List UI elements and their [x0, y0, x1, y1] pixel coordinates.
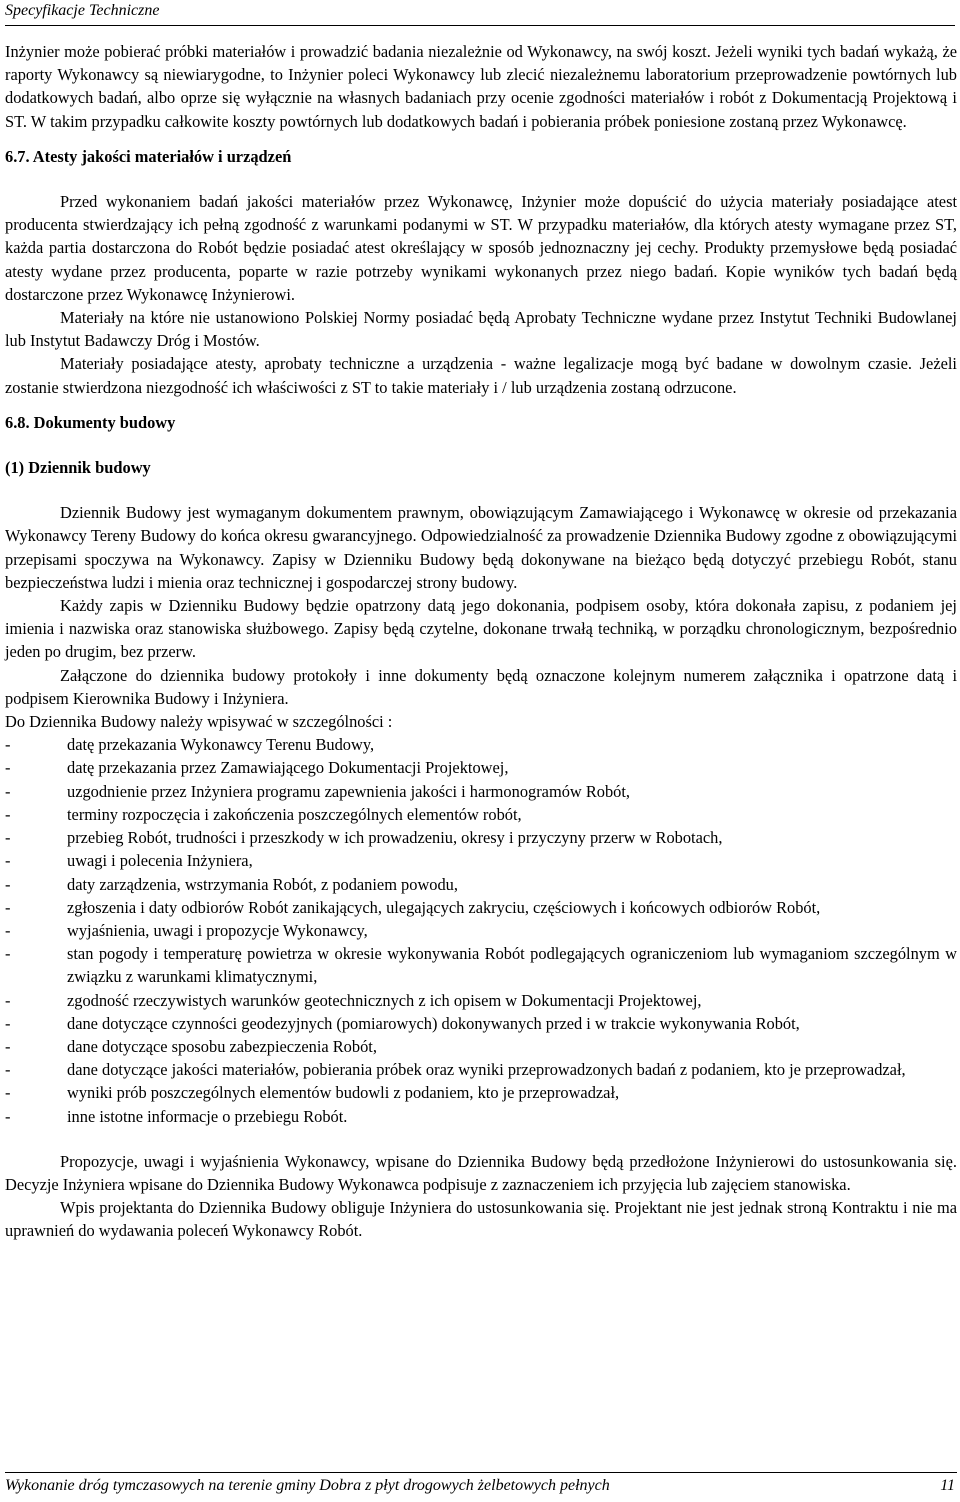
list-dash: -	[5, 1060, 11, 1080]
list-item	[5, 1035, 957, 1058]
list-item-text: uzgodnienie przez Inżyniera programu zapewnienia jakości i harmonogramów Robót,	[67, 781, 630, 801]
paragraph: Materiały na które nie ustanowiono Polskiej Normy posiadać będą Aprobaty Techniczne wydane przez Instytut Techniki Budowlanej lub Instytut Badawczy Dróg i Mostów.	[5, 308, 957, 351]
list-item	[5, 849, 957, 872]
list-item-text: daty zarządzenia, wstrzymania Robót, z podaniem powodu,	[67, 874, 458, 894]
list-item-text: terminy rozpoczęcia i zakończenia poszczególnych elementów robót,	[67, 804, 522, 824]
list-item	[5, 756, 957, 779]
paragraph: Przed wykonaniem badań jakości materiałów przez Wykonawcę, Inżynier może dopuścić do użycia materiały posiadające atest producenta stwierdzający ich pełną zgodność z warunkami podanymi w ST. W przypadku materiałów, dla których atesty wymagane przez ST, każda partia dostarczona do Robót będzie posiadać atest określający w sposób jednoznaczny jej cechy. Produkty przemysłowe będą posiadać atesty wydane przez producenta, poparte w razie potrzeby wynikami wykonanych przez niego badań. Kopie wyników tych badań będą dostarczone przez Wykonawcę Inżynierowi.	[5, 192, 957, 304]
list-item	[5, 780, 957, 803]
list-item-text: wyjaśnienia, uwagi i propozycje Wykonawcy,	[67, 920, 368, 940]
list-dash: -	[5, 828, 11, 848]
subsection-heading-dziennik: (1) Dziennik budowy	[5, 458, 151, 478]
section-heading-6-7: 6.7. Atesty jakości materiałów i urządzeń	[5, 146, 292, 166]
list-dash: -	[5, 874, 11, 894]
list-item-text: dane dotyczące jakości materiałów, pobierania próbek oraz wyniki przeprowadzonych badań z podaniem, kto je przeprowadzał,	[67, 1060, 906, 1080]
page-footer	[5, 1472, 957, 1499]
page-content	[5, 40, 957, 1243]
list-dash: -	[5, 944, 11, 964]
list-dash: -	[5, 758, 11, 778]
list-item	[5, 803, 957, 826]
intro-paragraph: Inżynier może pobierać próbki materiałów i prowadzić badania niezależnie od Wykonawcy, na swój koszt. Jeżeli wyniki tych badań wykażą, że raporty Wykonawcy są niewiarygodne, to Inżynier poleci Wykonawcy lub zlecić niezależnemu laboratorium przeprowadzenie powtórnych lub dodatkowych badań, albo oprze się wyłącznie na własnych badaniach przy ocenie zgodności materiałów i robót z Dokumentacją Projektową i ST. W takim przypadku całkowite koszty powtórnych lub dodatkowych badań i pobierania próbek poniesione zostaną przez Wykonawcę.	[5, 42, 957, 131]
list-item	[5, 1105, 957, 1128]
list-item	[5, 896, 957, 919]
list-item-text: przebieg Robót, trudności i przeszkody w ich prowadzeniu, okresy i przyczyny przerw w Robotach,	[67, 828, 723, 848]
page-number: 11	[940, 1477, 955, 1494]
list-item-text: zgłoszenia i daty odbiorów Robót zanikających, ulegających zakryciu, częściowych i końcowych odbiorów Robót,	[67, 897, 821, 917]
list-item-text: datę przekazania przez Zamawiającego Dokumentacji Projektowej,	[67, 758, 509, 778]
paragraph: Dziennik Budowy jest wymaganym dokumentem prawnym, obowiązującym Zamawiającego i Wykonawcę w okresie od przekazania Wykonawcy Tereny Budowy do końca okresu gwarancyjnego. Odpowiedzialność za prowadzenie Dziennika Budowy zgodne z obowiązującymi przepisami spoczywa na Wykonawcy. Zapisy w Dzienniku Budowy będą dokonywane na bieżąco będą dotyczyć przebiegu Robót, stanu bezpieczeństwa ludzi i mienia oraz technicznej i gospodarczej strony budowy.	[5, 503, 957, 592]
list-item-text: inne istotne informacje o przebiegu Robót.	[67, 1106, 348, 1126]
paragraph: Propozycje, uwagi i wyjaśnienia Wykonawcy, wpisane do Dziennika Budowy będą przedłożone Inżynierowi do ustosunkowania się. Decyzje Inżyniera wpisane do Dziennika Budowy Wykonawca podpisuje z zaznaczeniem ich przyjęcia lub zajęciem stanowiska.	[5, 1151, 957, 1194]
list-item-text: datę przekazania Wykonawcy Terenu Budowy,	[67, 735, 375, 755]
list-dash: -	[5, 1083, 11, 1103]
paragraph: Załączone do dziennika budowy protokoły i inne dokumenty będą oznaczone kolejnym numerem załącznika i opatrzone datą i podpisem Kierownika Budowy i Inżyniera.	[5, 665, 957, 708]
page-header	[5, 0, 955, 26]
list-item-text: dane dotyczące sposobu zabezpieczenia Robót,	[67, 1036, 377, 1056]
footer-title: Wykonanie dróg tymczasowych na terenie gminy Dobra z płyt drogowych żelbetowych pełnych	[5, 1477, 610, 1494]
list-item	[5, 873, 957, 896]
list-dash: -	[5, 804, 11, 824]
list-dash: -	[5, 781, 11, 801]
list-item	[5, 1012, 957, 1035]
list-item	[5, 1058, 957, 1081]
list-item	[5, 1081, 957, 1104]
list-item-text: wyniki prób poszczególnych elementów budowli z podaniem, kto je przeprowadzał,	[67, 1083, 620, 1103]
list-item-text: dane dotyczące czynności geodezyjnych (pomiarowych) dokonywanych przed i w trakcie wykonywania Robót,	[67, 1013, 800, 1033]
list-item-text: zgodność rzeczywistych warunków geotechnicznych z ich opisem w Dokumentacji Projektowej,	[67, 990, 702, 1010]
paragraph: Każdy zapis w Dzienniku Budowy będzie opatrzony datą jego dokonania, podpisem osoby, która dokonała zapisu, z podaniem jej imienia i nazwiska oraz stanowiska służbowego. Zapisy będą czytelne, dokonane trwałą techniką, w porządku chronologicznym, bezpośrednio jeden po drugim, bez przerw.	[5, 596, 957, 662]
list-item	[5, 733, 957, 756]
list-dash: -	[5, 1106, 11, 1126]
list-dash: -	[5, 920, 11, 940]
paragraph: Materiały posiadające atesty, aprobaty techniczne a urządzenia - ważne legalizacje mogą być badane w dowolnym czasie. Jeżeli zostanie stwierdzona niezgodność ich właściwości z ST to takie materiały i / lub urządzenia zostaną odrzucone.	[5, 354, 957, 397]
list-dash: -	[5, 1036, 11, 1056]
list-item-text: uwagi i polecenia Inżyniera,	[67, 851, 253, 871]
list-item-text: stan pogody i temperaturę powietrza w okresie wykonywania Robót podlegających ograniczeniom lub wymaganiom szczególnym w związku z warunkami klimatycznymi,	[67, 944, 957, 987]
paragraph: Wpis projektanta do Dziennika Budowy obliguje Inżyniera do ustosunkowania się. Projektant nie jest jednak stroną Kontraktu i nie ma uprawnień do wydawania poleceń Wykonawcy Robót.	[5, 1198, 957, 1241]
header-title: Specyfikacje Techniczne	[5, 2, 160, 19]
list-dash: -	[5, 897, 11, 917]
list-item	[5, 989, 957, 1012]
list-dash: -	[5, 851, 11, 871]
list-item	[5, 942, 957, 988]
entries-list	[5, 733, 957, 1127]
list-dash: -	[5, 735, 11, 755]
list-item	[5, 919, 957, 942]
list-dash: -	[5, 1013, 11, 1033]
list-dash: -	[5, 990, 11, 1010]
list-item	[5, 826, 957, 849]
list-intro: Do Dziennika Budowy należy wpisywać w szczególności :	[5, 712, 393, 732]
section-heading-6-8: 6.8. Dokumenty budowy	[5, 412, 176, 432]
